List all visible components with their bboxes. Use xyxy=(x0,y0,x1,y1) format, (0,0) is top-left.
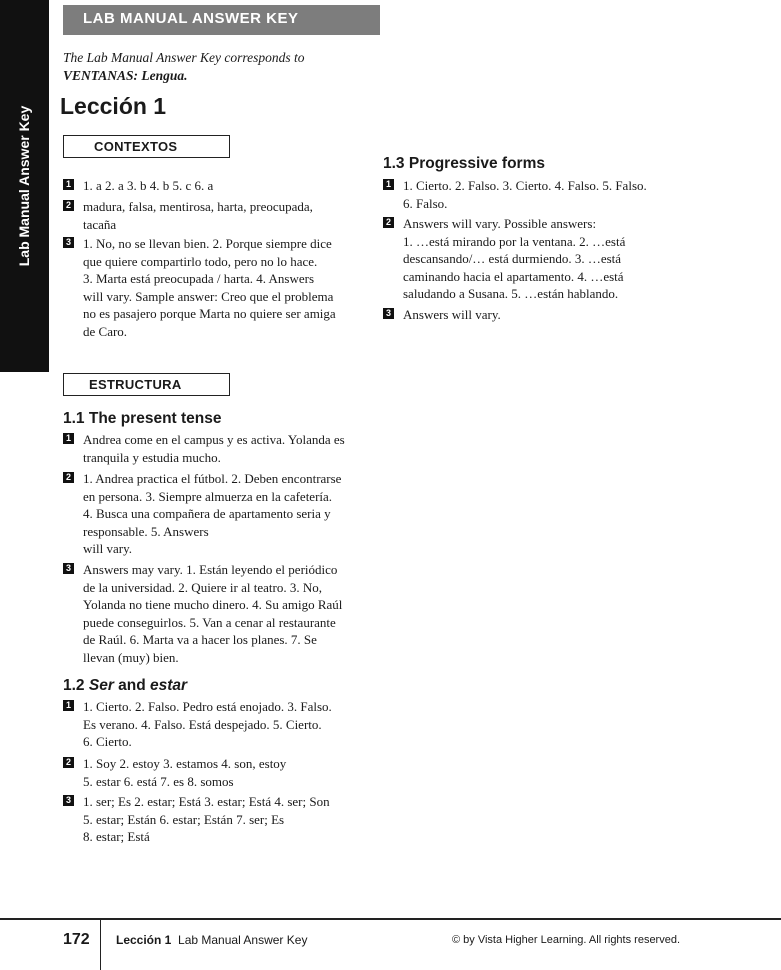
progressive-item-1 xyxy=(383,177,703,212)
footer-section-name: Lab Manual Answer Key xyxy=(178,933,308,947)
line: Answers may vary. 1. Están leyendo el periódico xyxy=(83,562,338,577)
item-number-badge: 3 xyxy=(383,308,394,319)
line: will vary. xyxy=(83,541,132,557)
line: 3. Marta está preocupada / harta. 4. Answers xyxy=(83,271,315,287)
line: 6. Falso. xyxy=(403,195,448,211)
ser-estar-heading-estar: estar xyxy=(150,677,188,694)
line: 6. Cierto. xyxy=(83,734,132,750)
item-number-badge: 3 xyxy=(63,563,74,574)
contextos-item-1 xyxy=(63,177,363,195)
footer-lesson xyxy=(116,933,307,947)
present-tense-heading: 1.1 The present tense xyxy=(63,410,222,427)
intro-line-2: VENTANAS: Lengua. xyxy=(63,68,188,83)
line: tranquila y estudia mucho. xyxy=(83,449,221,465)
ser-estar-item-1 xyxy=(63,698,363,751)
side-tab-label: Lab Manual Answer Key xyxy=(16,105,32,267)
line: Andrea come en el campus y es activa. Yolanda es xyxy=(83,432,345,447)
footer-divider xyxy=(0,918,781,920)
progressive-item-2 xyxy=(383,215,703,303)
line: Answers will vary. Possible answers: xyxy=(403,216,597,231)
item-number-badge: 3 xyxy=(63,795,74,806)
line: que quiere compartirlo todo, pero no lo hace. xyxy=(83,253,318,269)
ser-estar-heading xyxy=(63,677,187,695)
line: descansando/… está durmiendo. 3. …está xyxy=(403,251,622,267)
present-tense-item-3 xyxy=(63,561,363,667)
item-number-badge: 2 xyxy=(383,217,394,228)
line: de la universidad. 2. Quiere ir al teatro. 3. No, xyxy=(83,579,322,595)
copyright: © by Vista Higher Learning. All rights reserved. xyxy=(452,934,681,946)
line: de Raúl. 6. Marta va a hacer los planes. 7. Se xyxy=(83,632,317,648)
line: tacaña xyxy=(83,216,117,232)
line: Yolanda no tiene mucho dinero. 4. Su amigo Raúl xyxy=(83,597,343,613)
progressive-item-3 xyxy=(383,306,703,324)
line: 1. ser; Es 2. estar; Está 3. estar; Está 4. ser; Son xyxy=(83,794,330,809)
estructura-heading-label: ESTRUCTURA xyxy=(89,377,182,392)
progressive-heading: 1.3 Progressive forms xyxy=(383,155,545,172)
line: en persona. 3. Siempre almuerza en la cafetería. xyxy=(83,488,333,504)
line: 4. Busca una compañera de apartamento seria y xyxy=(83,506,331,522)
contextos-item-3 xyxy=(63,235,363,341)
line: 5. estar; Están 6. estar; Están 7. ser; Es xyxy=(83,811,285,827)
item-number-badge: 2 xyxy=(63,472,74,483)
ser-estar-item-2 xyxy=(63,755,363,790)
line: 1. Cierto. 2. Falso. 3. Cierto. 4. Falso. 5. Falso. xyxy=(403,178,647,193)
ser-estar-heading-and: and xyxy=(113,677,151,694)
line: will vary. Sample answer: Creo que el problema xyxy=(83,288,334,304)
line: 1. a 2. a 3. b 4. b 5. c 6. a xyxy=(83,178,214,193)
line: no es pasajero porque Marta no quiere ser amiga xyxy=(83,306,336,322)
contextos-heading-label: CONTEXTOS xyxy=(94,139,178,154)
line: puede conseguirlos. 5. Van a cenar al restaurante xyxy=(83,614,336,630)
ser-estar-heading-prefix: 1.2 xyxy=(63,677,89,694)
item-number-badge: 1 xyxy=(63,179,74,190)
line: de Caro. xyxy=(83,323,128,339)
header-bar xyxy=(63,5,380,35)
item-number-badge: 3 xyxy=(63,237,74,248)
footer-lesson-name: Lección 1 xyxy=(116,933,172,947)
line: Es verano. 4. Falso. Está despejado. 5. Cierto. xyxy=(83,716,322,732)
ser-estar-heading-ser: Ser xyxy=(88,677,114,694)
line: 1. Soy 2. estoy 3. estamos 4. son, estoy xyxy=(83,756,287,771)
page-number: 172 xyxy=(63,931,90,948)
item-number-badge: 2 xyxy=(63,757,74,768)
present-tense-item-1 xyxy=(63,431,363,466)
side-tab xyxy=(0,0,49,372)
item-number-badge: 1 xyxy=(383,179,394,190)
line: responsable. 5. Answers xyxy=(83,523,209,539)
header-title: LAB MANUAL ANSWER KEY xyxy=(83,10,299,27)
intro-text xyxy=(63,49,363,85)
line: 5. estar 6. está 7. es 8. somos xyxy=(83,773,234,789)
line: 1. Cierto. 2. Falso. Pedro está enojado. 3. Falso. xyxy=(83,699,332,714)
item-number-badge: 1 xyxy=(63,433,74,444)
line: caminando hacia el apartamento. 4. …está xyxy=(403,268,624,284)
footer-vertical-divider xyxy=(100,920,101,970)
line: Answers will vary. xyxy=(403,307,501,322)
estructura-heading xyxy=(63,373,230,396)
item-number-badge: 1 xyxy=(63,700,74,711)
contextos-heading xyxy=(63,135,230,158)
line: 1. Andrea practica el fútbol. 2. Deben encontrarse xyxy=(83,471,342,486)
line: llevan (muy) bien. xyxy=(83,649,179,665)
present-tense-item-2 xyxy=(63,470,363,558)
intro-line-1: The Lab Manual Answer Key corresponds to xyxy=(63,50,305,65)
line: saludando a Susana. 5. …están hablando. xyxy=(403,286,619,302)
lesson-title: Lección 1 xyxy=(60,93,167,119)
line: madura, falsa, mentirosa, harta, preocupada, xyxy=(83,199,313,214)
ser-estar-item-3 xyxy=(63,793,363,846)
item-number-badge: 2 xyxy=(63,200,74,211)
line: 1. …está mirando por la ventana. 2. …está xyxy=(403,233,626,249)
line: 8. estar; Está xyxy=(83,829,150,845)
line: 1. No, no se llevan bien. 2. Porque siempre dice xyxy=(83,236,332,251)
contextos-item-2 xyxy=(63,198,363,233)
